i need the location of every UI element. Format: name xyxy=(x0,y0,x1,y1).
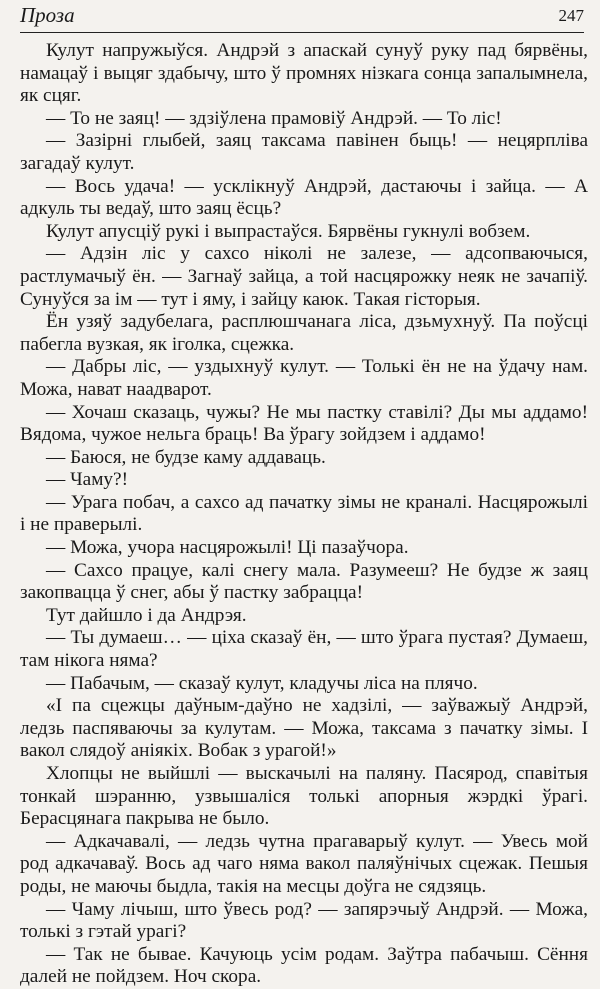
paragraph: Кулут напружыўся. Андрэй з апаскай сунуў руку пад бярвёны, намацаў і выцяг здабычу, што ў промнях нізкага сонца запалымнела, як сцяг. xyxy=(20,40,588,107)
paragraph: — То не заяц! — здзіўлена прамовіў Андрэй. — То ліс! xyxy=(46,107,502,129)
paragraph: — Чаму?! xyxy=(46,469,129,491)
paragraph: — Пабачым, — сказаў кулут, кладучы ліса на плячо. xyxy=(46,672,478,694)
paragraph: — Урага побач, а сахсо ад пачатку зімы не краналі. Насцярожылі і не праверылі. xyxy=(20,491,588,536)
paragraph: «І па сцежцы даўным-даўно не хадзілі, — заўважыў Андрэй, ледзь паспяваючы за кулутам. — Можа, таксама з пачатку зімы. І вакол слядоў аніякіх. Вобак з урагой!» xyxy=(20,695,588,762)
paragraph: — Зазірні глыбей, заяц таксама павінен быць! — нецярпліва загадаў кулут. xyxy=(20,130,588,174)
paragraph: — Сахсо працуе, калі снегу мала. Разумееш? Не будзе ж заяц закопвацца ў снег, абы ў пастку забрацца! xyxy=(20,559,588,604)
paragraph: Кулут апусціў рукі і выпрастаўся. Бярвёны гукнулі вобзем. xyxy=(46,220,531,242)
paragraph: — Адкачавалі, — ледзь чутна прагаварыў кулут. — Увесь мой род адкачаваў. Вось ад чаго няма вакол паляўнічых сцежак. Пешыя роды, не маючы быдла, такія на месцы доўга не сядзяць. xyxy=(20,830,588,897)
body-text xyxy=(20,40,588,989)
paragraph: — Чаму лічыш, што ўвесь род? — запярэчыў Андрэй. — Можа, толькі з гэтай урагі? xyxy=(20,898,588,943)
paragraph: Ён узяў задубелага, расплюшчанага ліса, дзьмухнуў. Па поўсці пабегла вузкая, як іголка, сцежка. xyxy=(20,311,588,355)
paragraph: — Можа, учора насцярожылі! Ці пазаўчора. xyxy=(46,537,409,559)
paragraph: — Ты думаеш… — ціха сказаў ён, — што ўрага пустая? Думаеш, там нікога няма? xyxy=(20,627,588,672)
page-number: 247 xyxy=(558,6,584,25)
section-title: Проза xyxy=(20,3,75,27)
paragraph: Тут дайшло і да Андрэя. xyxy=(46,604,247,626)
paragraph: — Так не бывае. Качуюць усім родам. Заўтра пабачыш. Сёння далей не пойдзем. Ноч скора. xyxy=(20,943,588,988)
running-header xyxy=(20,0,584,33)
paragraph: — Дабры ліс, — уздыхнуў кулут. — Толькі ён не на ўдачу нам. Можа, нават наадварот. xyxy=(20,356,588,400)
paragraph: — Хочаш сказаць, чужы? Не мы пастку ставілі? Ды мы аддамо! Вядома, чужое нельга браць! Ва ўрагу зойдзем і аддамо! xyxy=(20,401,588,446)
paragraph: — Вось удача! — усклікнуў Андрэй, дастаючы і зайца. — А адкуль ты ведаў, што заяц ёсць? xyxy=(20,175,588,220)
paragraph: Хлопцы не выйшлі — выскачылі на паляну. Пасярод, спавітыя тонкай шэранню, узвышаліся толькі апорныя жэрдкі ўрагі. Берасцянага пакрыва не было. xyxy=(20,763,588,830)
paragraph: — Адзін ліс у сахсо ніколі не залезе, — адсопваючыся, растлумачыў ён. — Загнаў зайца, а той насцярожку неяк не зачапіў. Сунуўся за ім — тут і яму, і зайцу каюк. Такая гісторыя. xyxy=(20,243,588,310)
paragraph: — Баюся, не будзе каму аддаваць. xyxy=(46,446,326,468)
